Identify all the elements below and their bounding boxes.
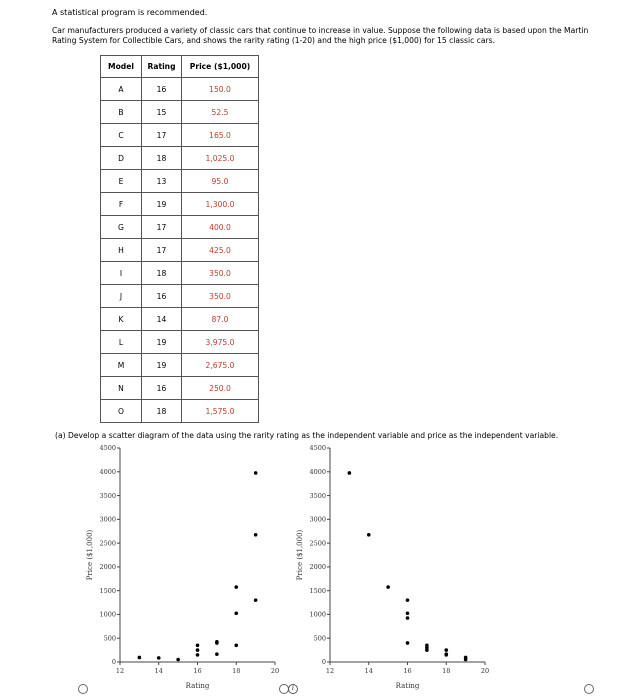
data-point: [406, 616, 410, 620]
option-1-radio[interactable]: [78, 684, 88, 694]
y-tick-label: 3000: [99, 515, 116, 524]
data-point: [215, 640, 219, 644]
table-row: [101, 170, 259, 193]
rating-cell: 19: [142, 193, 182, 216]
x-tick-label: 16: [193, 667, 202, 675]
data-point: [234, 611, 238, 615]
y-tick-label: 2000: [309, 563, 326, 572]
table-row: [101, 354, 259, 377]
x-tick-label: 12: [325, 667, 335, 675]
option-3-radio[interactable]: [584, 684, 594, 694]
table-row: [101, 193, 259, 216]
column-header-price: Price ($1,000): [182, 56, 259, 78]
y-tick-label: 0: [111, 658, 116, 667]
rating-cell: 16: [142, 78, 182, 101]
scatter-plot-option-1: [78, 440, 283, 692]
data-point: [406, 598, 410, 602]
table-row: [101, 331, 259, 354]
model-cell: N: [101, 377, 142, 400]
data-point: [444, 648, 448, 652]
y-tick-label: 3500: [309, 491, 326, 500]
model-cell: A: [101, 78, 142, 101]
price-cell: 150.0: [182, 78, 259, 101]
y-tick-label: 4500: [99, 444, 116, 453]
table-row: [101, 285, 259, 308]
data-point: [157, 656, 161, 660]
y-tick-label: 0: [321, 658, 326, 667]
model-cell: K: [101, 308, 142, 331]
rating-cell: 16: [142, 285, 182, 308]
column-header-rating: Rating: [142, 56, 182, 78]
data-point: [254, 471, 258, 475]
data-point: [367, 533, 371, 537]
x-tick-label: 18: [232, 667, 241, 675]
x-tick-label: 14: [154, 667, 163, 675]
table-row: [101, 216, 259, 239]
data-point: [234, 585, 238, 589]
model-cell: L: [101, 331, 142, 354]
y-tick-label: 1500: [99, 586, 116, 595]
model-cell: G: [101, 216, 142, 239]
y-tick-label: 4500: [309, 444, 326, 453]
y-axis-title: Price ($1,000): [296, 529, 304, 581]
scatter-plot-option-2: [288, 440, 493, 692]
y-tick-label: 4000: [309, 467, 326, 476]
rating-cell: 18: [142, 262, 182, 285]
question-a: (a) Develop a scatter diagram of the data using the rarity rating as the independent variable and price as the independent variable.: [55, 431, 559, 440]
data-point: [444, 653, 448, 657]
model-cell: I: [101, 262, 142, 285]
table-row: [101, 124, 259, 147]
table-row: [101, 101, 259, 124]
x-axis-title: Rating: [185, 682, 210, 690]
price-cell: 250.0: [182, 377, 259, 400]
price-cell: 52.5: [182, 101, 259, 124]
data-point: [196, 648, 200, 652]
model-cell: D: [101, 147, 142, 170]
x-tick-label: 18: [442, 667, 451, 675]
price-cell: 1,300.0: [182, 193, 259, 216]
rating-cell: 17: [142, 124, 182, 147]
table-row: [101, 239, 259, 262]
price-cell: 425.0: [182, 239, 259, 262]
y-tick-label: 3500: [99, 491, 116, 500]
y-tick-label: 2000: [99, 563, 116, 572]
data-point: [464, 658, 468, 662]
y-tick-label: 500: [103, 634, 116, 643]
price-cell: 87.0: [182, 308, 259, 331]
model-cell: J: [101, 285, 142, 308]
price-cell: 2,675.0: [182, 354, 259, 377]
intro-text: A statistical program is recommended.: [52, 8, 208, 17]
x-tick-label: 20: [270, 667, 280, 675]
data-point: [196, 653, 200, 657]
model-cell: H: [101, 239, 142, 262]
table-header-row: [101, 56, 259, 78]
table-row: [101, 400, 259, 423]
column-header-model: Model: [101, 56, 142, 78]
rating-cell: 19: [142, 354, 182, 377]
data-point: [348, 471, 352, 475]
y-tick-label: 500: [313, 634, 326, 643]
y-axis-title: Price ($1,000): [86, 529, 94, 581]
data-point: [425, 648, 429, 652]
data-point: [234, 644, 238, 648]
rating-cell: 18: [142, 147, 182, 170]
y-tick-label: 2500: [99, 539, 116, 548]
model-cell: B: [101, 101, 142, 124]
rating-cell: 17: [142, 239, 182, 262]
data-table: [100, 55, 259, 423]
data-point: [196, 644, 200, 648]
model-cell: M: [101, 354, 142, 377]
x-tick-label: 12: [115, 667, 125, 675]
problem-description: Car manufacturers produced a variety of classic cars that continue to increase in value. Suppose the following data is based upon the Martin Rating System for Collectible Cars, and shows the rarity rating (1-20) and the high price ($1,000) for 15 classic cars.: [52, 26, 589, 45]
data-point: [254, 533, 258, 537]
y-tick-label: 1000: [99, 610, 116, 619]
price-cell: 1,575.0: [182, 400, 259, 423]
table-row: [101, 78, 259, 101]
table-row: [101, 308, 259, 331]
rating-cell: 16: [142, 377, 182, 400]
table-row: [101, 147, 259, 170]
rating-cell: 15: [142, 101, 182, 124]
price-cell: 400.0: [182, 216, 259, 239]
x-tick-label: 16: [403, 667, 412, 675]
rating-cell: 14: [142, 308, 182, 331]
x-tick-label: 14: [364, 667, 373, 675]
rating-cell: 13: [142, 170, 182, 193]
table-row: [101, 377, 259, 400]
data-point: [254, 598, 258, 602]
y-tick-label: 2500: [309, 539, 326, 548]
price-cell: 1,025.0: [182, 147, 259, 170]
price-cell: 350.0: [182, 285, 259, 308]
data-point: [215, 652, 219, 656]
model-cell: F: [101, 193, 142, 216]
rating-cell: 19: [142, 331, 182, 354]
data-point: [138, 656, 142, 660]
model-cell: O: [101, 400, 142, 423]
model-cell: C: [101, 124, 142, 147]
table-body: [101, 78, 259, 423]
price-cell: 165.0: [182, 124, 259, 147]
model-cell: E: [101, 170, 142, 193]
rating-cell: 17: [142, 216, 182, 239]
y-tick-label: 4000: [99, 467, 116, 476]
price-cell: 350.0: [182, 262, 259, 285]
data-point: [406, 611, 410, 615]
x-tick-label: 20: [480, 667, 490, 675]
data-point: [386, 585, 390, 589]
x-axis-title: Rating: [395, 682, 420, 690]
y-tick-label: 1500: [309, 586, 326, 595]
y-tick-label: 3000: [309, 515, 326, 524]
price-cell: 3,975.0: [182, 331, 259, 354]
y-tick-label: 1000: [309, 610, 326, 619]
info-icon[interactable]: i: [288, 684, 298, 694]
data-point: [176, 658, 180, 662]
data-point: [406, 641, 410, 645]
table-row: [101, 262, 259, 285]
price-cell: 95.0: [182, 170, 259, 193]
rating-cell: 18: [142, 400, 182, 423]
